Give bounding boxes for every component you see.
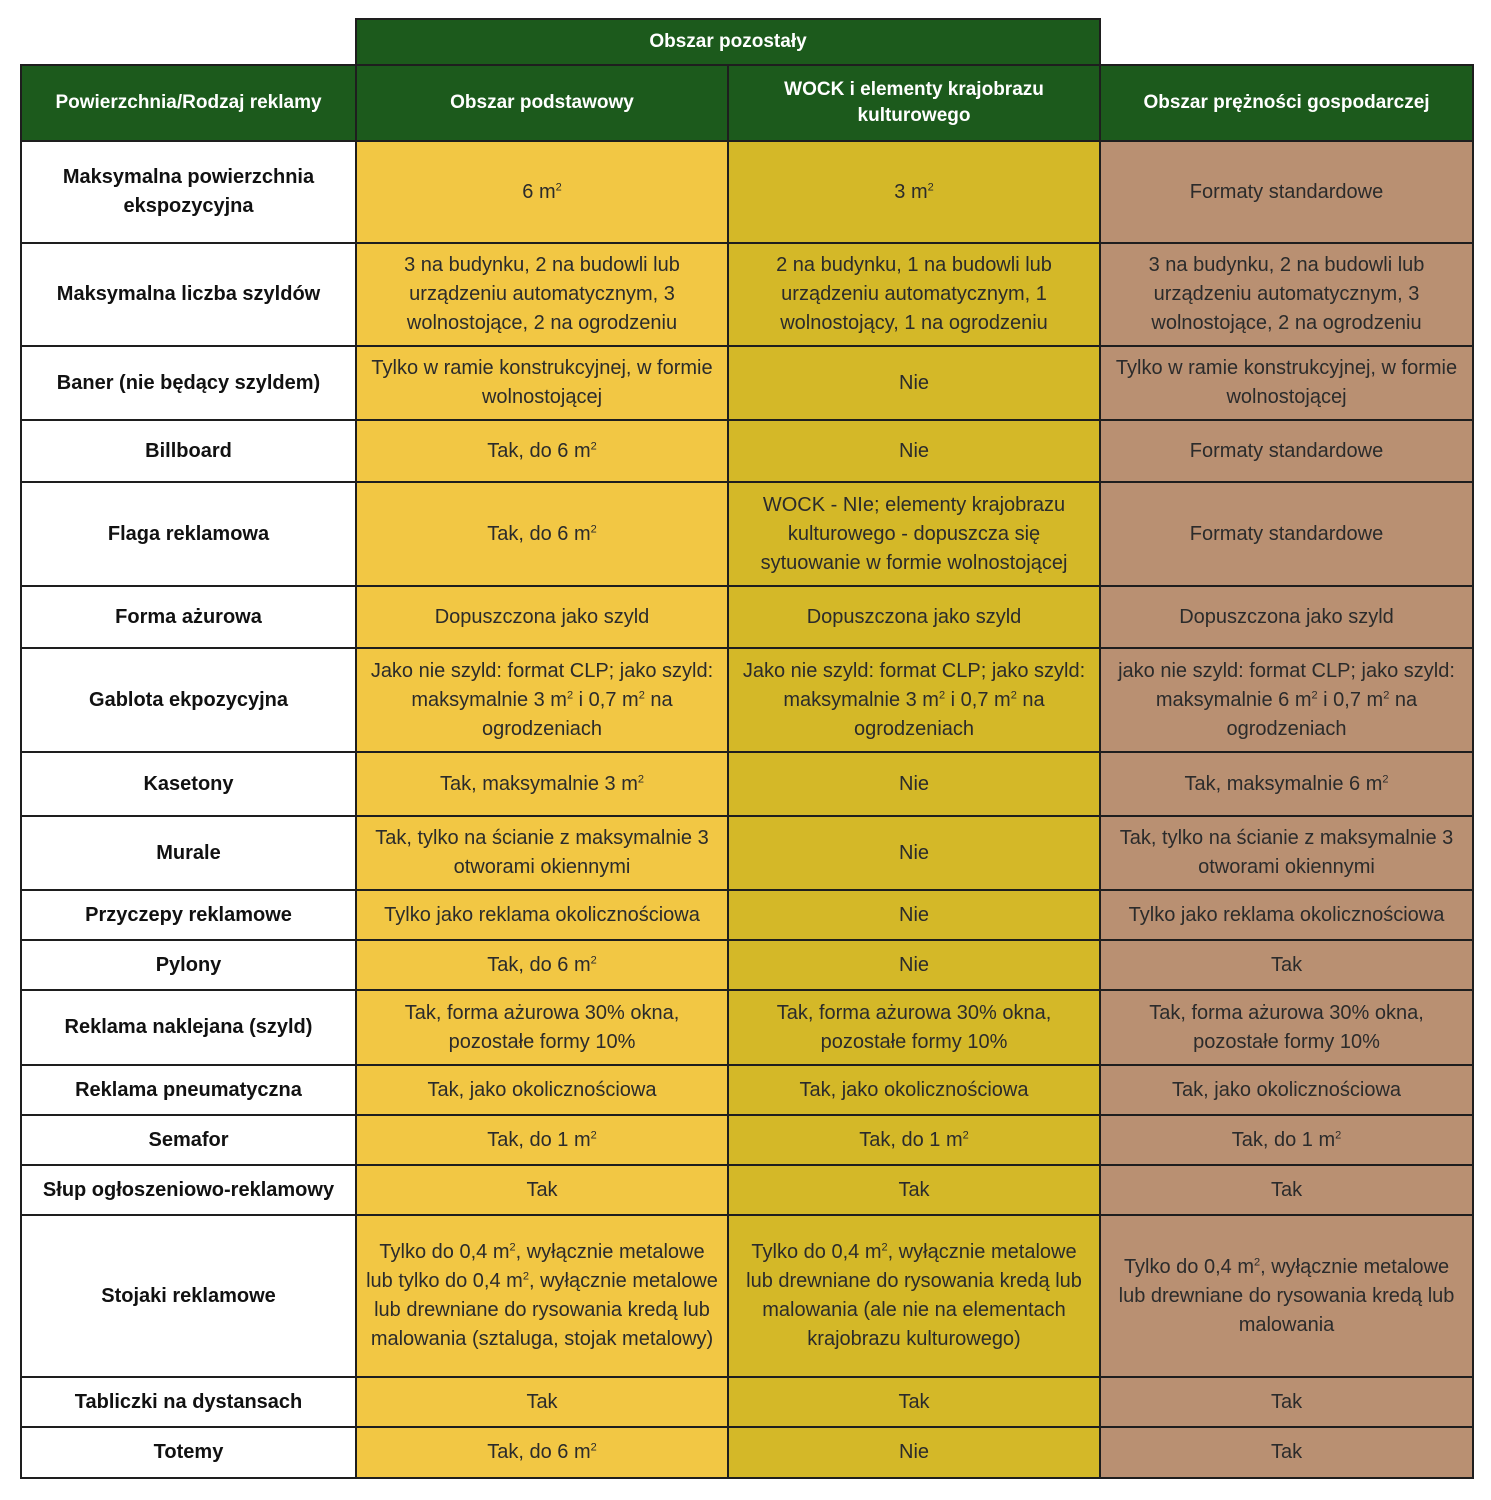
- row-label: Słup ogłoszeniowo-reklamowy: [21, 1165, 356, 1215]
- cell-wock: Nie: [728, 940, 1100, 990]
- blank-corner-right: [1100, 19, 1473, 65]
- row-label: Flaga reklamowa: [21, 482, 356, 586]
- row-label: Totemy: [21, 1427, 356, 1478]
- regulations-table-container: [20, 18, 1472, 1479]
- cell-wock: Dopuszczona jako szyld: [728, 586, 1100, 648]
- cell-obszar-preznosci: Tak: [1100, 1427, 1473, 1478]
- cell-wock: Tak: [728, 1165, 1100, 1215]
- header-powierzchnia-rodzaj: Powierzchnia/Rodzaj reklamy: [21, 65, 356, 141]
- table-row: [21, 890, 1473, 940]
- table-row: [21, 816, 1473, 890]
- cell-wock: Nie: [728, 346, 1100, 420]
- table-row: [21, 243, 1473, 346]
- cell-obszar-preznosci: Formaty standardowe: [1100, 420, 1473, 482]
- cell-wock: Tylko do 0,4 $m^2$, wyłącznie metalowe lub drewniane do rysowania kredą lub malowania (ale nie na elementach krajobrazu kulturowego): [728, 1215, 1100, 1377]
- cell-obszar-podstawowy: Tak, maksymalnie 3 $m^2$: [356, 752, 728, 816]
- cell-obszar-preznosci: Tak, forma ażurowa 30% okna, pozostałe formy 10%: [1100, 990, 1473, 1065]
- cell-wock: Nie: [728, 1427, 1100, 1478]
- row-label: Billboard: [21, 420, 356, 482]
- cell-obszar-preznosci: Formaty standardowe: [1100, 141, 1473, 243]
- header-obszar-preznosci: Obszar prężności gospodarczej: [1100, 65, 1473, 141]
- cell-wock: 3 $m^2$: [728, 141, 1100, 243]
- header-wock: WOCK i elementy krajobrazu kulturowego: [728, 65, 1100, 141]
- row-label: Pylony: [21, 940, 356, 990]
- cell-obszar-podstawowy: Jako nie szyld: format CLP; jako szyld: maksymalnie 3 $m^2$ i 0,7 $m^2$ na ogrodzeniach: [356, 648, 728, 752]
- cell-obszar-preznosci: Tak, jako okolicznościowa: [1100, 1065, 1473, 1115]
- row-label: Reklama naklejana (szyld): [21, 990, 356, 1065]
- table-row: [21, 586, 1473, 648]
- cell-obszar-podstawowy: Tak: [356, 1165, 728, 1215]
- cell-obszar-preznosci: Tak, maksymalnie 6 $m^2$: [1100, 752, 1473, 816]
- table-row: [21, 482, 1473, 586]
- row-label: Stojaki reklamowe: [21, 1215, 356, 1377]
- row-label: Maksymalna powierzchnia ekspozycyjna: [21, 141, 356, 243]
- table-row: [21, 990, 1473, 1065]
- cell-obszar-podstawowy: Dopuszczona jako szyld: [356, 586, 728, 648]
- cell-obszar-preznosci: Tak, tylko na ścianie z maksymalnie 3 otworami okiennymi: [1100, 816, 1473, 890]
- cell-obszar-preznosci: Tylko do 0,4 $m^2$, wyłącznie metalowe lub drewniane do rysowania kredą lub malowania: [1100, 1215, 1473, 1377]
- group-header-row: [21, 19, 1473, 65]
- cell-obszar-podstawowy: Tak, jako okolicznościowa: [356, 1065, 728, 1115]
- table-row: [21, 752, 1473, 816]
- column-header-row: [21, 65, 1473, 141]
- table-row: [21, 648, 1473, 752]
- cell-obszar-preznosci: Dopuszczona jako szyld: [1100, 586, 1473, 648]
- cell-obszar-podstawowy: Tylko w ramie konstrukcyjnej, w formie wolnostojącej: [356, 346, 728, 420]
- cell-obszar-podstawowy: Tak, forma ażurowa 30% okna, pozostałe formy 10%: [356, 990, 728, 1065]
- cell-obszar-preznosci: Tak, do 1 $m^2$: [1100, 1115, 1473, 1165]
- row-label: Gablota ekpozycyjna: [21, 648, 356, 752]
- cell-obszar-preznosci: Tylko jako reklama okolicznościowa: [1100, 890, 1473, 940]
- cell-obszar-podstawowy: Tak, do 6 $m^2$: [356, 1427, 728, 1478]
- cell-obszar-preznosci: 3 na budynku, 2 na budowli lub urządzeniu automatycznym, 3 wolnostojące, 2 na ogrodzeniu: [1100, 243, 1473, 346]
- cell-obszar-preznosci: Tak: [1100, 940, 1473, 990]
- row-label: Murale: [21, 816, 356, 890]
- cell-wock: Tak, forma ażurowa 30% okna, pozostałe formy 10%: [728, 990, 1100, 1065]
- cell-obszar-podstawowy: Tak, do 1 $m^2$: [356, 1115, 728, 1165]
- cell-obszar-podstawowy: 6 $m^2$: [356, 141, 728, 243]
- cell-obszar-preznosci: Formaty standardowe: [1100, 482, 1473, 586]
- table-row: [21, 1427, 1473, 1478]
- cell-wock: Nie: [728, 420, 1100, 482]
- cell-wock: Nie: [728, 816, 1100, 890]
- cell-wock: Tak, do 1 $m^2$: [728, 1115, 1100, 1165]
- row-label: Przyczepy reklamowe: [21, 890, 356, 940]
- cell-obszar-preznosci: jako nie szyld: format CLP; jako szyld: maksymalnie 6 $m^2$ i 0,7 $m^2$ na ogrodzeniach: [1100, 648, 1473, 752]
- cell-obszar-preznosci: Tak: [1100, 1377, 1473, 1427]
- cell-obszar-podstawowy: Tylko do 0,4 $m^2$, wyłącznie metalowe lub tylko do 0,4 $m^2$, wyłącznie metalowe lub drewniane do rysowania kredą lub malowania (sztaluga, stojak metalowy): [356, 1215, 728, 1377]
- cell-obszar-podstawowy: Tak, do 6 $m^2$: [356, 940, 728, 990]
- cell-wock: 2 na budynku, 1 na budowli lub urządzeniu automatycznym, 1 wolnostojący, 1 na ogrodzeniu: [728, 243, 1100, 346]
- cell-obszar-podstawowy: Tak, do 6 $m^2$: [356, 420, 728, 482]
- advertising-rules-table: [20, 18, 1474, 1479]
- group-header-obszar-pozostaly: Obszar pozostały: [356, 19, 1100, 65]
- cell-obszar-preznosci: Tylko w ramie konstrukcyjnej, w formie wolnostojącej: [1100, 346, 1473, 420]
- cell-wock: Tak, jako okolicznościowa: [728, 1065, 1100, 1115]
- header-obszar-podstawowy: Obszar podstawowy: [356, 65, 728, 141]
- table-body: [21, 141, 1473, 1478]
- table-row: [21, 1165, 1473, 1215]
- row-label: Maksymalna liczba szyldów: [21, 243, 356, 346]
- table-row: [21, 141, 1473, 243]
- row-label: Reklama pneumatyczna: [21, 1065, 356, 1115]
- cell-obszar-podstawowy: Tylko jako reklama okolicznościowa: [356, 890, 728, 940]
- cell-obszar-podstawowy: Tak, tylko na ścianie z maksymalnie 3 otworami okiennymi: [356, 816, 728, 890]
- cell-obszar-preznosci: Tak: [1100, 1165, 1473, 1215]
- cell-wock: WOCK - NIe; elementy krajobrazu kulturowego - dopuszcza się sytuowanie w formie wolnostojącej: [728, 482, 1100, 586]
- cell-obszar-podstawowy: 3 na budynku, 2 na budowli lub urządzeniu automatycznym, 3 wolnostojące, 2 na ogrodzeniu: [356, 243, 728, 346]
- table-row: [21, 420, 1473, 482]
- row-label: Baner (nie będący szyldem): [21, 346, 356, 420]
- table-row: [21, 940, 1473, 990]
- table-row: [21, 1065, 1473, 1115]
- cell-obszar-podstawowy: Tak: [356, 1377, 728, 1427]
- cell-wock: Jako nie szyld: format CLP; jako szyld: maksymalnie 3 $m^2$ i 0,7 $m^2$ na ogrodzeniach: [728, 648, 1100, 752]
- row-label: Semafor: [21, 1115, 356, 1165]
- cell-obszar-podstawowy: Tak, do 6 $m^2$: [356, 482, 728, 586]
- row-label: Tabliczki na dystansach: [21, 1377, 356, 1427]
- row-label: Kasetony: [21, 752, 356, 816]
- table-row: [21, 1115, 1473, 1165]
- blank-corner: [21, 19, 356, 65]
- table-row: [21, 346, 1473, 420]
- cell-wock: Nie: [728, 752, 1100, 816]
- cell-wock: Tak: [728, 1377, 1100, 1427]
- table-row: [21, 1215, 1473, 1377]
- cell-wock: Nie: [728, 890, 1100, 940]
- row-label: Forma ażurowa: [21, 586, 356, 648]
- table-row: [21, 1377, 1473, 1427]
